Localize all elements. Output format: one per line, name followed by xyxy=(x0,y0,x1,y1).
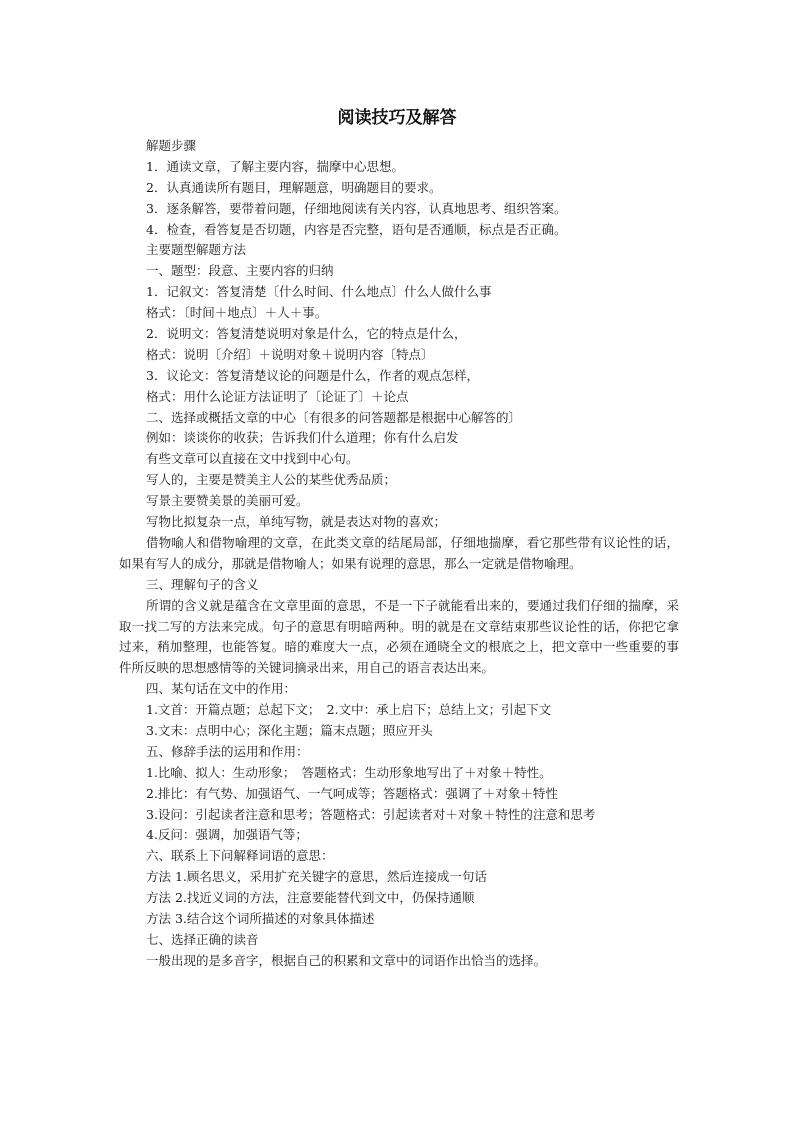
document-body xyxy=(119,136,679,972)
text-line: 1．通读文章，了解主要内容，揣摩中心思想。 xyxy=(146,158,404,174)
paragraph-meaning: 所谓的含义就是蕴含在文章里面的意思，不是一下子就能看出来的，要通过我们仔细的揣摩，采取一找二写的方法来完成。句子的意思有明暗两种。明的就是在文章结束那些议论性的话，你把它拿过来，稍加整理，也能答复。暗的难度大一点，必须在通晓全文的根底之上，把文章中一些重要的事件所反映的思想感情等的关键词摘录出来，用自己的语言表达出来。 xyxy=(119,597,679,676)
text-line: 一般出现的是多音字，根据自己的积累和文章中的词语作出恰当的选择。 xyxy=(146,952,547,968)
text-line: 3．议论文：答复清楚议论的问题是什么，作者的观点怎样， xyxy=(146,367,479,383)
document-title: 阅读技巧及解答 xyxy=(337,108,457,128)
text-line: 2.排比：有气势、加强语气、一气呵成等；答题格式：强调了＋对象＋特性 xyxy=(146,785,558,801)
text-line: 格式：用什么论证方法证明了〔论证了〕＋论点 xyxy=(146,388,409,404)
text-line: 3.设问：引起读者注意和思考；答题格式：引起读者对＋对象＋特性的注意和思考 xyxy=(146,806,596,822)
text-line: 例如：谈谈你的收获；告诉我们什么道理；你有什么启发 xyxy=(146,430,459,446)
text-line: 六、联系上下问解释词语的意思： xyxy=(146,848,334,864)
section-lines-1 xyxy=(119,136,679,533)
section-lines-2 xyxy=(119,679,679,971)
text-line: 4.反问：强调，加强语气等； xyxy=(146,827,308,843)
text-line: 方法 2.找近义词的方法，注意要能替代到文中，仍保持通顺 xyxy=(146,890,475,906)
text-line: 3．逐条解答，要带着问题，仔细地阅读有关内容，认真地思考、组织答案。 xyxy=(146,200,567,216)
text-line: 解题步骤 xyxy=(146,138,197,153)
text-line: 方法 1.顾名思义，采用扩充关键字的意思，然后连接成一句话 xyxy=(146,869,487,885)
text-line: 四、某句话在文中的作用： xyxy=(146,681,297,697)
text-line: 写景主要赞美景的美丽可爱。 xyxy=(146,493,309,509)
text-line: 写人的，主要是赞美主人公的某些优秀品质； xyxy=(146,472,397,488)
text-line: 方法 3.结合这个词所描述的对象具体描述 xyxy=(146,911,375,927)
text-line: 格式：说明〔介绍〕＋说明对象＋说明内容〔特点〕 xyxy=(146,346,434,362)
text-line: 2．认真通读所有题目，理解题意，明确题目的要求。 xyxy=(146,179,442,195)
section-heading-3: 三、理解句子的含义 xyxy=(146,576,259,592)
text-line: 格式：〔时间＋地点〕＋人＋事。 xyxy=(146,305,328,321)
text-line: 1．记叙文：答复清楚〔什么时间、什么地点〕什么人做什么事 xyxy=(146,284,492,300)
paragraph-metaphor: 借物喻人和借物喻理的文章，在此类文章的结尾局部，仔细地揣摩，看它那些带有议论性的话，如果有写人的成分，那就是借物喻人；如果有说理的意思，那么一定就是借物喻理。 xyxy=(119,534,679,571)
text-line: 4．检查，看答复是否切题，内容是否完整，语句是否通顺，标点是否正确。 xyxy=(146,221,567,237)
text-line: 有些文章可以直接在文中找到中心句。 xyxy=(146,451,359,467)
text-line: 2．说明文：答复清楚说明对象是什么，它的特点是什么， xyxy=(146,326,467,342)
text-line: 七、选择正确的读音 xyxy=(146,931,259,947)
text-line: 主要题型解题方法 xyxy=(146,242,247,258)
text-line: 写物比拟复杂一点，单纯写物，就是表达对物的喜欢； xyxy=(146,514,447,530)
text-line: 3.文末：点明中心；深化主题；篇末点题；照应开头 xyxy=(146,723,433,739)
text-line: 1.文首：开篇点题；总起下文； 2.文中：承上启下；总结上文；引起下文 xyxy=(146,702,552,718)
text-line: 五、修辞手法的运用和作用： xyxy=(146,743,309,759)
text-line: 1.比喻、拟人：生动形象； 答题格式：生动形象地写出了＋对象＋特性。 xyxy=(146,764,552,780)
text-line: 二、选择或概括文章的中心〔有很多的问答题都是根据中心解答的〕 xyxy=(146,409,522,425)
text-line: 一、题型：段意、主要内容的归纳 xyxy=(146,263,334,279)
